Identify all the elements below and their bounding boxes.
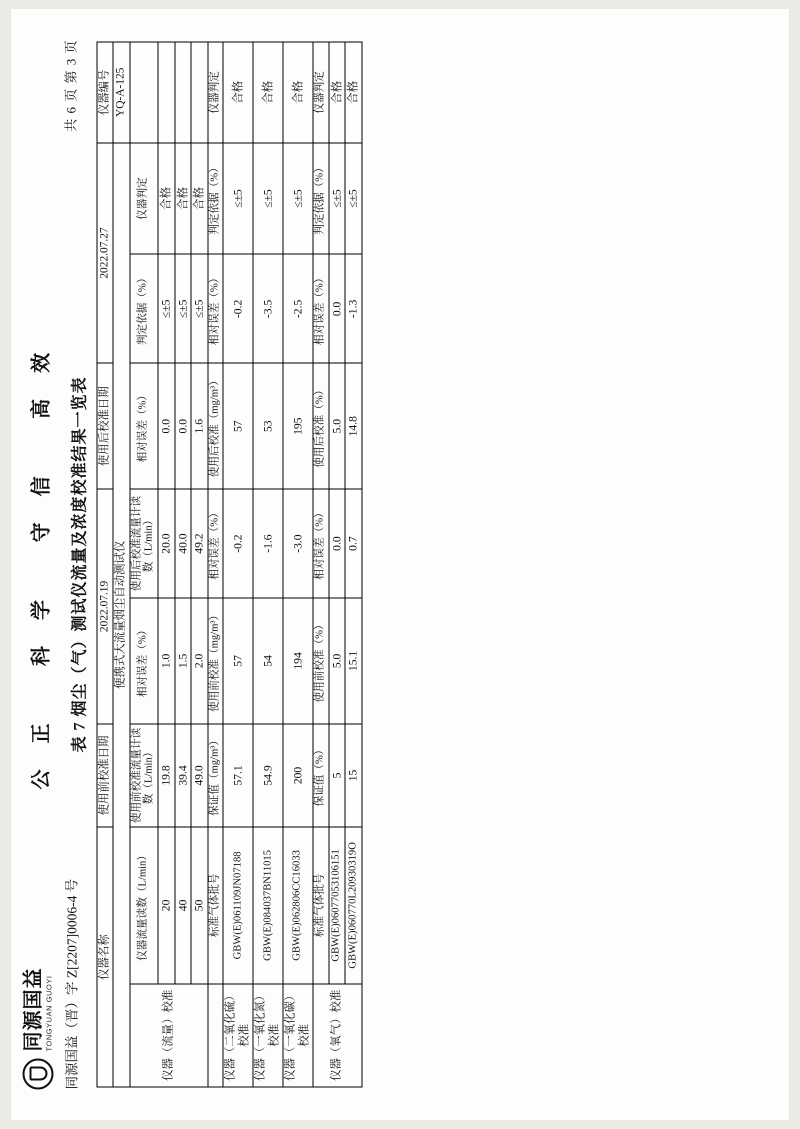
- cell: 39.4: [174, 723, 191, 826]
- instrument-name-value: 便携式大流量烟尘自动测试仪: [113, 142, 129, 1086]
- cell: 40: [174, 827, 191, 983]
- row-label: 仪器（一氧化氮）校准: [253, 983, 283, 1086]
- calibration-table: [96, 41, 362, 1087]
- gas-section-header: [207, 42, 223, 1087]
- gas-col-header-6: 判定依据（%）: [207, 142, 223, 254]
- company-slogan: 公正 科学 守信 高效: [30, 326, 52, 789]
- cell-post: 5.0: [328, 363, 345, 489]
- gas-col-header-4: 使用后校准（mg/m³）: [207, 363, 223, 489]
- cell-post: 195: [283, 363, 313, 489]
- cell: 49.0: [191, 723, 208, 826]
- gas-col-header-0: 标准气体批号: [207, 827, 223, 983]
- flow-col-header-6: 仪器判定: [129, 142, 157, 254]
- oxygen-section-header: [313, 42, 329, 1087]
- gas-col-header-label: [207, 983, 223, 1086]
- cell-verdict: 合格: [345, 42, 362, 143]
- cell-post: 14.8: [345, 363, 362, 489]
- flow-col-header-7: [129, 42, 157, 143]
- table-row: [328, 42, 345, 1087]
- o2-col-header-6: 判定依据（%）: [313, 142, 329, 254]
- header-post-cal-date-label: 使用后校准日期: [97, 363, 113, 489]
- flow-col-header-5: 判定依据（%）: [129, 254, 157, 363]
- cell: 0.0: [157, 363, 174, 489]
- cell: 1.0: [157, 598, 174, 724]
- table-row: [157, 42, 174, 1087]
- cell: 50: [191, 827, 208, 983]
- gas-col-header-2: 使用前校准（mg/m³）: [207, 598, 223, 724]
- o2-col-header-1: 保证值（%）: [313, 723, 329, 826]
- logo-mark-icon: [22, 1058, 53, 1089]
- cell: 40.0: [174, 489, 191, 598]
- row-label: 仪器（一氧化碳）校准: [283, 983, 313, 1086]
- o2-col-header-4: 使用后校准（%）: [313, 363, 329, 489]
- cell: 1.6: [191, 363, 208, 489]
- cell: 2.0: [191, 598, 208, 724]
- cell-guarantee: 5: [328, 723, 345, 826]
- cell: [191, 42, 208, 143]
- page-number: 共 6 页 第 3 页: [63, 39, 78, 132]
- table-row: [191, 42, 208, 1087]
- flow-col-header-0: 仪器流量读数（L/min）: [129, 827, 157, 983]
- header-instrument-no-label: 仪器编号: [97, 42, 113, 143]
- flow-section-label: 仪器（流量）校准: [129, 983, 207, 1086]
- cell-pre-err: -3.0: [283, 489, 313, 598]
- cell-criteria: ≤±5: [253, 142, 283, 254]
- cell: 20: [157, 827, 174, 983]
- table-row: [283, 42, 313, 1087]
- cell-batch: GBW(E)061109JN07188: [223, 827, 253, 983]
- table-row: [253, 42, 283, 1087]
- cell-post: 53: [253, 363, 283, 489]
- cell-pre-err: 0.0: [328, 489, 345, 598]
- cell: 1.5: [174, 598, 191, 724]
- cell-criteria: ≤±5: [345, 142, 362, 254]
- o2-col-header-3: 相对误差（%）: [313, 489, 329, 598]
- cell-verdict: 合格: [283, 42, 313, 143]
- cell: ≤±5: [191, 254, 208, 363]
- instrument-no-value: YQ-A-125: [113, 42, 129, 143]
- cell: ≤±5: [174, 254, 191, 363]
- header-pre-cal-date-label: 使用前校准日期: [97, 723, 113, 826]
- oxygen-section-label: 仪器（氧气）校准: [313, 983, 362, 1086]
- flow-col-header-3: 使用后校准流量计读数（L/min）: [129, 489, 157, 598]
- cell-criteria: ≤±5: [328, 142, 345, 254]
- table-header-row-2: [113, 42, 129, 1087]
- cell: 19.8: [157, 723, 174, 826]
- header-instrument-name: 仪器名称: [97, 827, 113, 1087]
- header-post-cal-date-value: 2022.07.27: [97, 142, 113, 363]
- cell-guarantee: 54.9: [253, 723, 283, 826]
- cell-batch: GBW(E)060770L20930319O: [345, 827, 362, 983]
- document-number: 同源国益（晋）字 Z[2207]0006-4 号: [64, 878, 79, 1089]
- table-row: [345, 42, 362, 1087]
- cell-post-err: -1.3: [345, 254, 362, 363]
- cell-pre-err: -0.2: [223, 489, 253, 598]
- cell-batch: GBW(E)084037BN11015: [253, 827, 283, 983]
- cell-verdict: 合格: [223, 42, 253, 143]
- cell-post-err: -0.2: [223, 254, 253, 363]
- table-row: [174, 42, 191, 1087]
- cell-verdict: 合格: [328, 42, 345, 143]
- cell: [157, 42, 174, 143]
- page-title: 表 7 烟尘（气）测试仪流量及浓度校准结果一览表: [71, 376, 88, 753]
- flow-col-header-2: 相对误差（%）: [129, 598, 157, 724]
- o2-col-header-2: 使用前校准（%）: [313, 598, 329, 724]
- cell: 49.2: [191, 489, 208, 598]
- cell-pre: 194: [283, 598, 313, 724]
- company-name-cn: 同源国益: [21, 967, 44, 1051]
- cell-pre: 5.0: [328, 598, 345, 724]
- o2-col-header-0: 标准气体批号: [313, 827, 329, 983]
- company-name-en: TONGYUAN GUOYI: [43, 974, 53, 1051]
- cell-post: 57: [223, 363, 253, 489]
- cell-batch: GBW(E)062806CC16033: [283, 827, 313, 983]
- table-header-row: [97, 42, 113, 1087]
- cell: 合格: [174, 142, 191, 254]
- cell-post-err: 0.0: [328, 254, 345, 363]
- cell-guarantee: 15: [345, 723, 362, 826]
- cell: 合格: [157, 142, 174, 254]
- header-pre-cal-date-value: 2022.07.19: [97, 489, 113, 724]
- cell: ≤±5: [157, 254, 174, 363]
- cell-pre: 15.1: [345, 598, 362, 724]
- gas-col-header-7: 仪器判定: [207, 42, 223, 143]
- cell-criteria: ≤±5: [283, 142, 313, 254]
- cell-pre-err: 0.7: [345, 489, 362, 598]
- cell-criteria: ≤±5: [223, 142, 253, 254]
- gas-col-header-3: 相对误差（%）: [207, 489, 223, 598]
- flow-section-header: [129, 42, 157, 1087]
- cell: 合格: [191, 142, 208, 254]
- gas-col-header-1: 保证值（mg/m³）: [207, 723, 223, 826]
- cell-batch: GBW(E)06077053106151: [328, 827, 345, 983]
- gas-col-header-5: 相对误差（%）: [207, 254, 223, 363]
- row-label: 仪器（二氧化硫）校准: [223, 983, 253, 1086]
- cell: 0.0: [174, 363, 191, 489]
- flow-col-header-4: 相对误差（%）: [129, 363, 157, 489]
- cell-pre: 54: [253, 598, 283, 724]
- cell: [174, 42, 191, 143]
- cell-guarantee: 200: [283, 723, 313, 826]
- o2-col-header-7: 仪器判定: [313, 42, 329, 143]
- cell: 20.0: [157, 489, 174, 598]
- cell-post-err: -3.5: [253, 254, 283, 363]
- o2-col-header-5: 相对误差（%）: [313, 254, 329, 363]
- cell-verdict: 合格: [253, 42, 283, 143]
- cell-pre: 57: [223, 598, 253, 724]
- cell-post-err: -2.5: [283, 254, 313, 363]
- table-row: [223, 42, 253, 1087]
- flow-col-header-1: 使用前校准流量计读数（L/min）: [129, 723, 157, 826]
- company-logo: [22, 967, 53, 1089]
- cell-pre-err: -1.6: [253, 489, 283, 598]
- cell-guarantee: 57.1: [223, 723, 253, 826]
